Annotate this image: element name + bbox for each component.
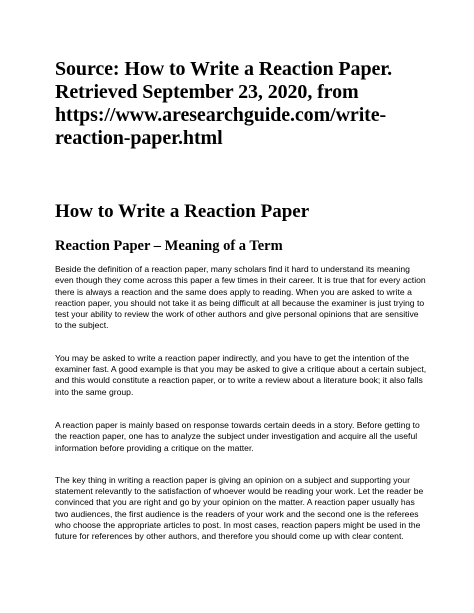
- paragraph: A reaction paper is mainly based on response towards certain deeds in a story. Before getting to the reaction paper, one has to analyze the subject under investigation and acquire all the useful information before providing a critique on the matter.: [55, 419, 420, 453]
- source-citation: Source: How to Write a Reaction Paper. Retrieved September 23, 2020, from https://www.aresearchguide.com/write-reaction-paper.html: [55, 58, 393, 149]
- paragraph: The key thing in writing a reaction paper is giving an opinion on a subject and supporting your statement relevantly to the satisfaction of whoever would be reading your work. Let the reader be convinced that you are right and go by your opinion on the matter. A reaction paper usually has two audiences, the first audience is the readers of your work and the second one is the referees who choose the appropriate articles to post. In most cases, reaction papers might be used in the future for references by other authors, and therefore you should come up with clear content.: [55, 474, 424, 542]
- paragraph: Beside the definition of a reaction paper, many scholars find it hard to understand its meaning even though they come across this paper a few times in their career. It is true that for every action there is always a reaction and the same does apply to reading. When you are asked to write a reaction paper, you should not take it as being difficult at all because the examiner is just trying to test your ability to review the work of other authors and give personal opinions that are sensitive to the subject.: [55, 264, 426, 331]
- document-title: How to Write a Reaction Paper: [55, 201, 310, 222]
- section-heading: Reaction Paper – Meaning of a Term: [55, 238, 283, 254]
- document-page: [55, 58, 427, 543]
- paragraph: You may be asked to write a reaction paper indirectly, and you have to get the intention of the examiner fast. A good example is that you may be asked to give a critique about a certain subject, and this would constitute a reaction paper, or to write a review about a literature book; it also falls into the same group.: [55, 352, 427, 397]
